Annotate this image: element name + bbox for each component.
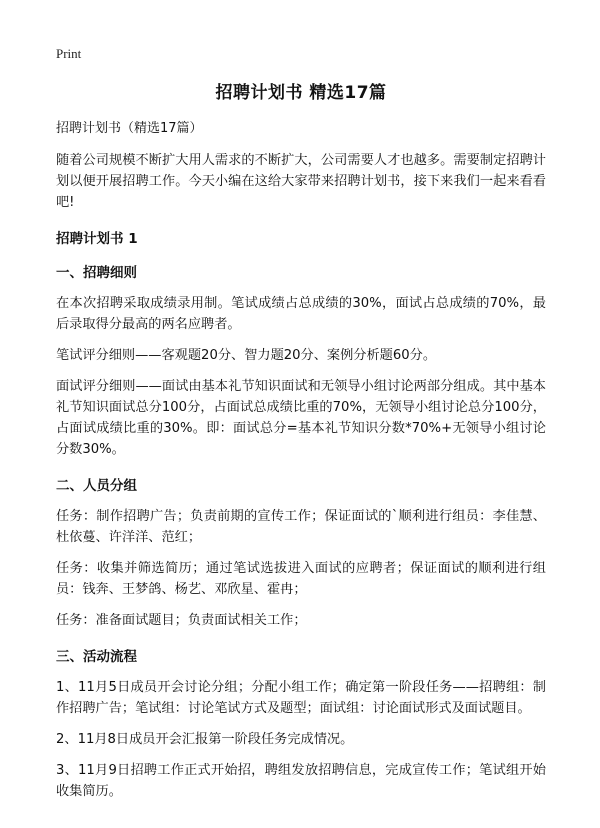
print-link[interactable]: Print	[56, 46, 82, 61]
paragraph: 任务：收集并筛选简历；通过笔试选拔进入面试的应聘者；保证面试的顺利进行组员：钱奔、王梦鸽、杨艺、邓欣星、霍冉；	[56, 561, 546, 597]
intro-paragraph: 随着公司规模不断扩大用人需求的不断扩大，公司需要人才也越多。需要制定招聘计划以便开展招聘工作。今天小编在这给大家带来招聘计划书，接下来我们一起来看看吧!	[56, 153, 546, 210]
paragraph: 笔试评分细则——客观题20分、智力题20分、案例分析题60分。	[56, 348, 437, 363]
page-title: 招聘计划书 精选17篇	[215, 83, 387, 103]
section-heading-rules: 一、招聘细则	[56, 265, 137, 281]
paragraph: 面试评分细则——面试由基本礼节知识面试和无领导小组讨论两部分组成。其中基本礼节知识面试总分100分，占面试总成绩比重的70%，无领导小组讨论总分100分，占面试成绩比重的30%。即：面试总分=基本礼节知识分数*70%+无领导小组讨论分数30%。	[56, 379, 546, 457]
paragraph: 任务：准备面试题目；负责面试相关工作；	[56, 613, 307, 628]
chapter-heading: 招聘计划书 1	[56, 231, 138, 247]
section-heading-grouping: 二、人员分组	[56, 478, 137, 494]
paragraph: 在本次招聘采取成绩录用制。笔试成绩占总成绩的30%，面试占总成绩的70%，最后录取得分最高的两名应聘者。	[56, 296, 546, 332]
document-subtitle: 招聘计划书（精选17篇）	[56, 121, 203, 136]
section-heading-process: 三、活动流程	[56, 649, 137, 665]
paragraph: 3、11月9日招聘工作正式开始招，聘组发放招聘信息，完成宣传工作；笔试组开始收集简历。	[56, 763, 546, 799]
paragraph: 2、11月8日成员开会汇报第一阶段任务完成情况。	[56, 732, 354, 747]
paragraph: 任务：制作招聘广告；负责前期的宣传工作；保证面试的`顺利进行组员：李佳慧、杜依蔓、许洋洋、范红；	[56, 509, 546, 545]
paragraph: 1、11月5日成员开会讨论分组；分配小组工作；确定第一阶段任务——招聘组：制作招聘广告；笔试组：讨论笔试方式及题型；面试组：讨论面试形式及面试题目。	[56, 680, 546, 716]
document-page	[56, 78, 546, 812]
